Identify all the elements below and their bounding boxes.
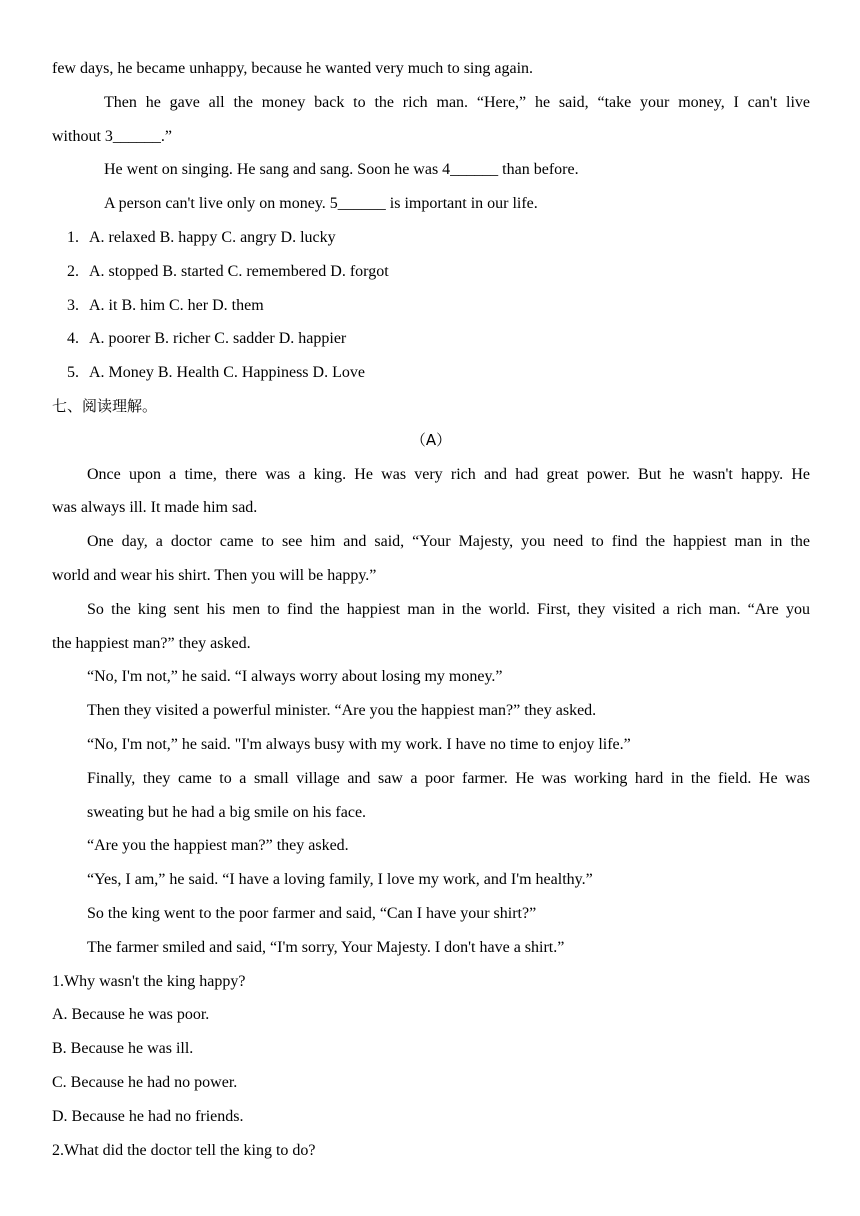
option-text: A. Money B. Health C. Happiness D. Love xyxy=(89,364,365,382)
passage-p1-line-1: Once upon a time, there was a king. He was very rich and had great power. But he wasn't happy. He xyxy=(87,465,810,483)
option-number: 3. xyxy=(67,296,79,314)
question-1-option-a: A. Because he was poor. xyxy=(52,1006,210,1024)
section-heading: 七、阅读理解。 xyxy=(52,396,158,415)
passage-p7-line-2: sweating but he had a big smile on his face. xyxy=(87,803,367,821)
cloze-para-2-line-2: without 3______.” xyxy=(52,127,172,145)
passage-p6: “No, I'm not,” he said. "I'm always busy with my work. I have no time to enjoy life.” xyxy=(87,735,631,753)
option-text: A. relaxed B. happy C. angry D. lucky xyxy=(89,228,336,246)
passage-p1-line-2: was always ill. It made him sad. xyxy=(52,499,258,517)
option-text: A. stopped B. started C. remembered D. forgot xyxy=(89,262,389,280)
cloze-line-1: few days, he became unhappy, because he wanted very much to sing again. xyxy=(52,60,534,77)
passage-label: （A） xyxy=(410,430,452,449)
document-page xyxy=(52,52,810,1167)
question-1-option-b: B. Because he was ill. xyxy=(52,1040,194,1058)
cloze-para-3: He went on singing. He sang and sang. Soon he was 4______ than before. xyxy=(104,161,579,179)
cloze-para-2-line-1: Then he gave all the money back to the rich man. “Here,” he said, “take your money, I can't live xyxy=(104,93,810,111)
option-number: 4. xyxy=(67,330,79,348)
cloze-option-5 xyxy=(52,356,810,390)
option-number: 2. xyxy=(67,262,79,280)
question-2: 2.What did the doctor tell the king to do? xyxy=(52,1141,316,1159)
passage-p9: “Yes, I am,” he said. “I have a loving family, I love my work, and I'm healthy.” xyxy=(87,871,593,889)
passage-p2-line-2: world and wear his shirt. Then you will be happy.” xyxy=(52,566,377,584)
passage-p10: So the king went to the poor farmer and said, “Can I have your shirt?” xyxy=(87,904,537,922)
question-1-option-d: D. Because he had no friends. xyxy=(52,1107,244,1125)
cloze-option-4 xyxy=(52,322,810,356)
cloze-option-1 xyxy=(52,221,810,255)
question-1-option-c: C. Because he had no power. xyxy=(52,1073,238,1091)
passage-p3-line-1: So the king sent his men to find the happiest man in the world. First, they visited a rich man. “Are you xyxy=(87,600,810,618)
option-number: 1. xyxy=(67,228,79,246)
option-text: A. it B. him C. her D. them xyxy=(89,296,264,314)
passage-p4: “No, I'm not,” he said. “I always worry about losing my money.” xyxy=(87,668,503,686)
cloze-option-2 xyxy=(52,255,810,289)
passage-p2-line-1: One day, a doctor came to see him and said, “Your Majesty, you need to find the happiest man in the xyxy=(87,533,810,551)
passage-p7-line-1: Finally, they came to a small village and saw a poor farmer. He was working hard in the field. He was xyxy=(87,769,810,787)
passage-p5: Then they visited a powerful minister. “Are you the happiest man?” they asked. xyxy=(87,702,597,720)
passage-p8: “Are you the happiest man?” they asked. xyxy=(87,837,349,855)
passage-p3-line-2: the happiest man?” they asked. xyxy=(52,634,251,652)
cloze-para-4: A person can't live only on money. 5______ is important in our life. xyxy=(104,195,538,213)
option-number: 5. xyxy=(67,364,79,382)
option-text: A. poorer B. richer C. sadder D. happier xyxy=(89,330,347,348)
question-1: 1.Why wasn't the king happy? xyxy=(52,972,246,990)
passage-p11: The farmer smiled and said, “I'm sorry, Your Majesty. I don't have a shirt.” xyxy=(87,938,565,956)
cloze-option-3 xyxy=(52,289,810,323)
